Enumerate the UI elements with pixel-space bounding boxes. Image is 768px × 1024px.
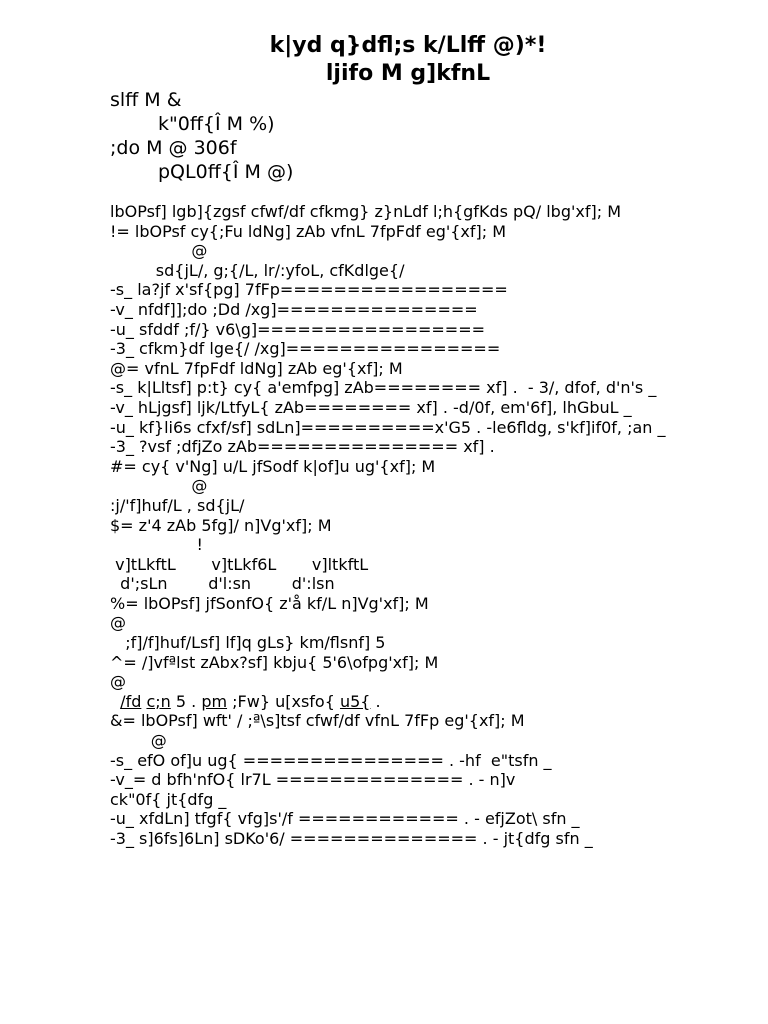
body-line: &= lbOPsf] wft' / ;ª\s]tsf cfwf/df vfnL 7fFp eg'{xf]; M <box>110 711 525 731</box>
body-line: $= z'4 zAb 5fg]/ n]Vg'xf]; M <box>110 515 332 535</box>
exam-meta <box>110 88 768 184</box>
underlined-word: c;n <box>146 691 171 711</box>
body-line: @ <box>110 731 167 751</box>
body-line: ck"0f{ jt{dfg _ <box>110 789 227 809</box>
title-line-2: ljifo M g]kfnL <box>325 61 491 86</box>
body-line: @ <box>110 613 126 633</box>
body-line: v]tLkftL v]tLkf6L v]ltkftL <box>110 554 369 574</box>
body-line: -3_ ?vsf ;dfjZo zAb=============== xf] . <box>110 437 495 457</box>
sentence-text: . <box>370 691 381 711</box>
body-line: -s_ la?jf x'sf{pg] 7fFp================= <box>110 280 508 300</box>
body-line: -3_ cfkm}df lge{/ /xg]================ <box>110 339 501 359</box>
body-line: @= vfnL 7fpFdf ldNg] zAb eg'{xf]; M <box>110 358 403 378</box>
meta-line-2: k"0ff{Î M %) <box>158 113 275 135</box>
question-body <box>110 202 700 849</box>
body-line: %= lbOPsf] jfSonfO{ z'å kf/L n]Vg'xf]; M <box>110 593 429 613</box>
body-line: -v_ nfdf]];do ;Dd /xg]=============== <box>110 299 478 319</box>
body-line: @ <box>110 672 126 692</box>
meta-line-3: ;do M @ 306f <box>110 137 237 159</box>
body-line: sd{jL/, g;{/L, lr/:yfoL, cfKdlge{/ <box>110 260 405 280</box>
underlined-word: u5{ <box>339 691 371 711</box>
body-line: -s_ k|Lltsf] p:t} cy{ a'emfpg] zAb======== xf] . - 3/, dfof, d'n's _ <box>110 378 657 398</box>
body-line: -3_ s]6fs]6Ln] sDKo'6/ ============== . - jt{dfg sfn _ <box>110 829 593 848</box>
body-line: @ <box>110 476 208 496</box>
body-line: :j/'f]huf/L , sd{jL/ <box>110 495 245 515</box>
body-line: -u_ kf}li6s cfxf/sf] sdLn]==========x'G5 . -le6fldg, s'kf]if0f, ;an _ <box>110 417 666 437</box>
body-line: -s_ efO of]u ug{ =============== . -hf e"tsfn _ <box>110 750 552 770</box>
body-line: d';sLn d'l:sn d':lsn <box>110 574 335 594</box>
body-line: ! <box>110 535 203 555</box>
underlined-word: /fd <box>120 691 142 711</box>
title-line-1: k|yd q}dfl;s k/Llff @)*! <box>269 33 547 58</box>
underlined-word: pm <box>201 691 228 711</box>
body-line: lbOPsf] lgb]{zgsf cfwf/df cfkmg} z}nLdf l;h{gfKds pQ/ lbg'xf]; M <box>110 202 622 221</box>
sentence-text: 5 . <box>170 691 202 711</box>
body-line: @ <box>110 241 208 261</box>
body-line: ;f]/f]huf/Lsf] lf]q gLs} km/flsnf] 5 <box>110 633 386 653</box>
body-line: -u_ xfdLn] tfgf{ vfg]s'/f ============ . - efjZot\ sfn _ <box>110 809 580 829</box>
body-line: -u_ sfddf ;f/} v6\g]================= <box>110 319 486 339</box>
body-line: #= cy{ v'Ng] u/L jfSodf k|of]u ug'{xf]; M <box>110 456 436 476</box>
meta-line-1: slff M & <box>110 89 182 111</box>
meta-line-4: pQL0ff{Î M @) <box>158 161 294 183</box>
body-line: ^= /]vfªlst zAbx?sf] kbju{ 5'6\ofpg'xf]; M <box>110 652 439 672</box>
q6-sentence <box>110 692 700 712</box>
sentence-text: ;Fw} u[xsfo{ <box>227 691 340 711</box>
document-title <box>110 32 706 88</box>
body-line: != lbOPsf cy{;Fu ldNg] zAb vfnL 7fpFdf eg'{xf]; M <box>110 221 507 241</box>
body-line: -v_ hLjgsf] ljk/LtfyL{ zAb======== xf] . -d/0f, em'6f], lhGbuL _ <box>110 397 632 417</box>
body-line: -v_= d bfh'nfO{ lr7L ============== . - n]v <box>110 770 516 790</box>
